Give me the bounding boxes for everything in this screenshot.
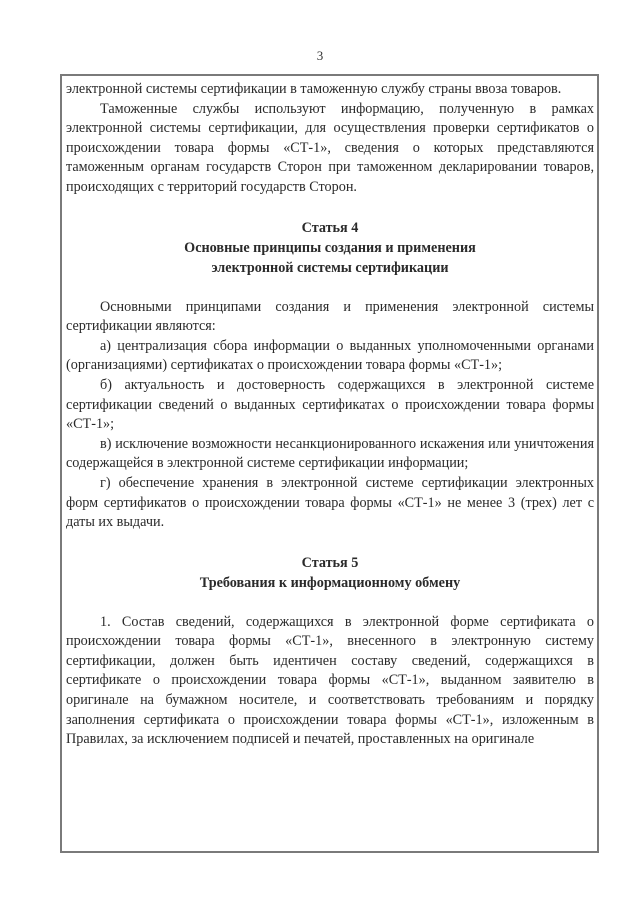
- page-number: 3: [316, 48, 324, 63]
- paragraph-continued: электронной системы сертификации в таможенную службу страны ввоза товаров.: [66, 81, 562, 97]
- article4-item-c: в) исключение возможности несанкционированного искажения или уничтожения содержащейся в электронной системе сертификации информации;: [66, 435, 594, 472]
- article4-item-a: а) централизация сбора информации о выданных уполномоченными органами (организациями) сертификатах о происхождении товара формы «СТ-1»;: [66, 337, 594, 374]
- article4-title-line1: Основные принципы создания и применения: [184, 239, 476, 256]
- article4-number: Статья 4: [301, 219, 359, 236]
- article4-title-line2: электронной системы сертификации: [211, 259, 449, 276]
- article4-item-b: б) актуальность и достоверность содержащихся в электронной системе сертификации сведений о выданных сертификатах о происхождении товара формы «СТ-1»;: [66, 376, 594, 433]
- article5-number: Статья 5: [301, 554, 359, 571]
- document-body: [66, 80, 594, 750]
- article4-item-d: г) обеспечение хранения в электронной системе сертификации электронных форм сертификатов о происхождении товара формы «СТ-1» не менее 3 (трех) лет с даты их выдачи.: [66, 474, 594, 531]
- article5-paragraph1: 1. Состав сведений, содержащихся в электронной форме сертификата о происхождении товара формы «СТ-1», внесенного в электронную систему сертификации, должен быть идентичен составу сведений, содержащихся в сертификате о происхождении товара формы «СТ-1», выданном заявителю в оригинале на бумажном носителе, и соответствовать требованиям и порядку заполнения сертификата о происхождении товара формы «СТ-1», изложенным в Правилах, за исключением подписей и печатей, проставленных на оригинале: [66, 613, 594, 748]
- article5-title: Требования к информационному обмену: [199, 574, 461, 591]
- article4-intro: Основными принципами создания и применения электронной системы сертификации являются:: [66, 298, 594, 335]
- paragraph-customs: Таможенные службы используют информацию, полученную в рамках электронной системы сертификации, для осуществления проверки сертификатов о происхождении товара формы «СТ-1», сведения о которых представляются таможенным органам государств Сторон при таможенном декларировании товаров, происходящих с территорий государств Сторон.: [66, 100, 594, 195]
